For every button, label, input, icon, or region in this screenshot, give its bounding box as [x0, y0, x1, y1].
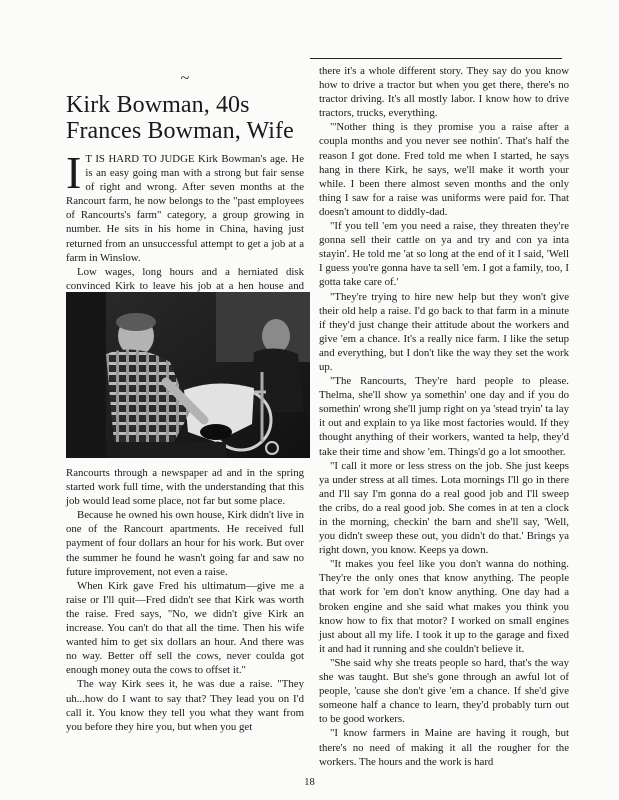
paragraph: Because he owned his own house, Kirk didn't live in one of the Rancourt apartments. He received full payment of four dollars an hour for his work. But over the summer he found he wasn't going far and saw no future improvement, not even a raise.: [66, 509, 304, 578]
page-number: 18: [304, 777, 315, 788]
paragraph: "The Rancourts, They're hard people to please. Thelma, she'll show ya somethin' one day and if you do somethin' wrong she'll jump right on ya 'stead tryin' ta lay it out and explain to ya like most factories would. If they thought anything of their workers, wanted ta help, they'd take their time and show 'em. Things'd go a lot smoother.: [319, 375, 569, 458]
ornament: ~: [180, 70, 190, 87]
paragraph: "'Nother thing is they promise you a raise after a coupla months and you never see nothin'. That's half the reason I got done. Fred told me when I started, he says hang in there Kirk, he says, we'll make it worth your while. I been there almost seven months and the only thing I saw for a raise was uniforms were paid for. That doesn't amount to diddly-dad.: [319, 121, 569, 218]
paragraph: "I call it more or less stress on the job. She just keeps ya under stress at all times. Lota mornings I'll go in there and I'll say I'm gonna do a real good job and I'll sweep the cribs, do a real good job. She comes in at ten a clock in the morning, checkin' the barn and she'll say, 'Well, you didn't sweep these out, you didn't do that.' Brings ya right down, you know. Keeps ya down.: [319, 459, 569, 557]
right-column: [319, 64, 569, 769]
paragraph: "I know farmers in Maine are having it rough, but there's no need of making it all the rougher for the workers. The hours and the work is hard: [319, 727, 569, 768]
paragraph: Low wages, long hours and a herniated disk convinced Kirk to leave his job at a hen house and: [66, 265, 304, 292]
drop-cap: I: [66, 147, 82, 198]
lede-paragraph: [66, 147, 304, 265]
paragraph: "She said why she treats people so hard, that's the way she was taught. But she's gone through an awful lot of people, 'cause she don't give 'em a chance. If she'd give someone half a chance to learn, they'd probably turn out to be good workers.: [319, 656, 569, 726]
article-subtitle: Frances Bowman, Wife: [66, 118, 294, 144]
paragraph: "If you tell 'em you need a raise, they threaten they're gonna sell their cattle on ya and try and con ya inta stayin'. He told me 'at so long at the end of it I said, 'Well I guess you're gonna have ta sell 'em. I got a family, too, I gotta take care of.': [319, 220, 569, 289]
paragraph: Rancourts through a newspaper ad and in the spring started work full time, with the understanding that this job would lead some place, not far but some place.: [66, 467, 304, 508]
top-rule: [310, 58, 562, 59]
photo-kirk-bowman: [66, 292, 310, 458]
article-title: Kirk Bowman, 40s: [66, 92, 250, 118]
photo-illustration: [66, 292, 310, 458]
paragraph: "They're trying to hire new help but they won't give their old help a raise. I'd go back to that farm in a minute if they'd just change their attitude about the workers and give 'em a chance. It's a really nice farm. I like the setup and everything, but I don't like the way they set the work up.: [319, 290, 569, 373]
left-column-continued: [66, 466, 304, 734]
left-column: [66, 64, 304, 307]
paragraph: When Kirk gave Fred his ultimatum—give me a raise or I'll quit—Fred didn't see that Kirk was worth the raise. Fred says, "No, we didn't give Kirk an increase. You can't do that all the time. Then his wife wanted him to get six dollars an hour. And there was no way. Better off sell the cows, never coulda got enough money outa the cows to offset it.": [66, 579, 304, 677]
paragraph: "It makes you feel like you don't wanna do nothing. They're the only ones that know anything. The people that work for 'em don't know anything. One day had a broken engine and she said what makes you think you know how to fix that motor? I worked on small engines just about all my life. I took it up to the garage and fixed it and had it running and she couldn't believe it.: [319, 558, 569, 655]
lede-text: T IS HARD TO JUDGE Kirk Bowman's age. He is an easy going man with a strong but fair sense of right and wrong. After seven months at the Rancourt farm, he now belongs to the "past employees of Rancourts's farm" category, a group growing in number. He sits in his home in China, having just returned from an unsuccessful attempt to get a job at a farm in Winslow.: [66, 153, 304, 264]
paragraph: there it's a whole different story. They say do you know how to drive a tractor but when you get there, there's no tractor driving. It's all mostly labor. I know how to drive tractors, trucks, everything.: [319, 65, 569, 120]
paragraph: The way Kirk sees it, he was due a raise. "They uh...how do I want to say that? They lead you on I'd call it. You know they tell you what they want from you before they hire you, but when you get: [66, 678, 304, 733]
